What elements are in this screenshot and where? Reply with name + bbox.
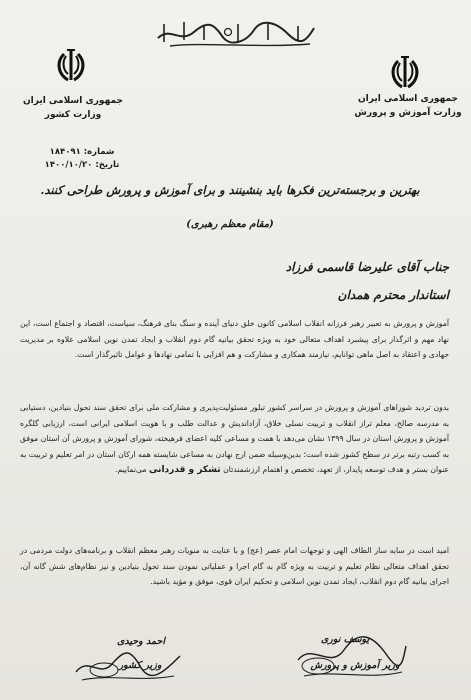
ministry-name: وزارت آموزش و پرورش	[354, 108, 462, 118]
interior-minister-signature	[70, 626, 190, 686]
body-paragraph-2-end: می‌نماییم.	[115, 465, 147, 475]
ministry-name: وزارت کشور	[44, 110, 102, 120]
signer-left-title: وزیر کشور	[118, 660, 162, 671]
body-paragraph-1: آموزش و پرورش به تعبیر رهبر فرزانه انقلاب اسلامی کانون خلق دنیای آینده و سنگ بنای فرهنگ، سیاست، اقتصاد و اجتماع است، این نهاد مهم و اثرگذار برای پیشبرد اهداف متعالی خود به ویژه تحقق بیانیه گام دوم انقلاب و ایجاد تمدن نوین اسلامی علاوه بر مدیریت جهادی و اعتقاد به اصل ماهی توانایم، نیازمند همکاری و مشارکت و هم افزایی با تمامی نهادها و عوامل تاثیرگذار است.	[20, 319, 449, 360]
signer-right-name: یوسف نوری	[320, 634, 370, 645]
iran-emblem-icon	[54, 46, 88, 84]
iran-emblem-icon	[388, 53, 422, 91]
body-paragraph-3: امید است در سایه سار الطاف الهی و توجهات امام عصر (عج) و با عنایت به منویات رهبر معظم انقلاب و برنامه‌های دولت مردمی در تحقق اهداف متعالی نظام تعلیم و تربیت به ویژه گام به گام اجرا و عملیاتی نمودن سند تحول بنیادین و نیز نظام‌های شش گانه آن، اجرای بیانیه گام دوم انقلاب، ایجاد تمدن نوین اسلامی و تحکیم ایران قوی، موفق و مؤید باشید.	[20, 546, 449, 587]
signer-left-name: احمد وحیدی	[116, 636, 166, 647]
recipient-name: جناب آقای علیرضا قاسمی فرزاد	[285, 260, 449, 274]
org-name: جمهوری اسلامی ایران	[22, 96, 124, 106]
leader-quote: بهترین و برجسته‌ترین فکرها باید بنشینند و برای آموزش و پرورش طراحی کنند.	[40, 183, 420, 197]
thanks-emphasis: تشکر و قدردانی	[148, 465, 221, 476]
letter-date: تاریخ: ۱۴۰۰/۱۰/۲۰	[44, 160, 120, 170]
education-minister-signature	[290, 620, 410, 686]
body-paragraph-2	[20, 400, 449, 479]
signer-right-title: وزیر آموزش و پرورش	[310, 660, 400, 671]
body-paragraph-2-text: بدون تردید شوراهای آموزش و پرورش در سراسر کشور تبلور مسئولیت‌پذیری و مشارکت ملی برای تحقق سند تحول بنیادین، دستیابی به مدرسه صالح، معلم تراز انقلاب و تربیت نسلی خلاق، آزاداندیش و عدالت طلب و با هویت اسلامی ایرانی است، ارزیابی گلگره آموزش و پرورش استان در سال ۱۳۹۹ نشان می‌دهد با همت و مساعی کلیه اعضای فرهیخته، شورای آموزش و پرورش آن استان موفق به کسب رتبه برتر در سطح کشور شده است؛ بدین‌وسیله ضمن ارج نهادن به مساعی شایسته همه ارکان استان در امر تعلیم و تربیت به عنوان بستر و هدف توسعه پایدار، از تعهد، تخصص و اهتمام ارزشمندتان	[20, 403, 449, 475]
basmala-calligraphy	[150, 16, 320, 50]
letter-number: شماره: ۱۸۴۰۹۱	[49, 147, 115, 157]
quote-source: (مقام معظم رهبری)	[186, 219, 274, 230]
letter-meta	[22, 146, 142, 172]
recipient-title: استاندار محترم همدان	[337, 288, 449, 302]
education-ministry-header	[343, 92, 471, 120]
org-name: جمهوری اسلامی ایران	[357, 94, 459, 104]
interior-ministry-header	[8, 94, 138, 122]
